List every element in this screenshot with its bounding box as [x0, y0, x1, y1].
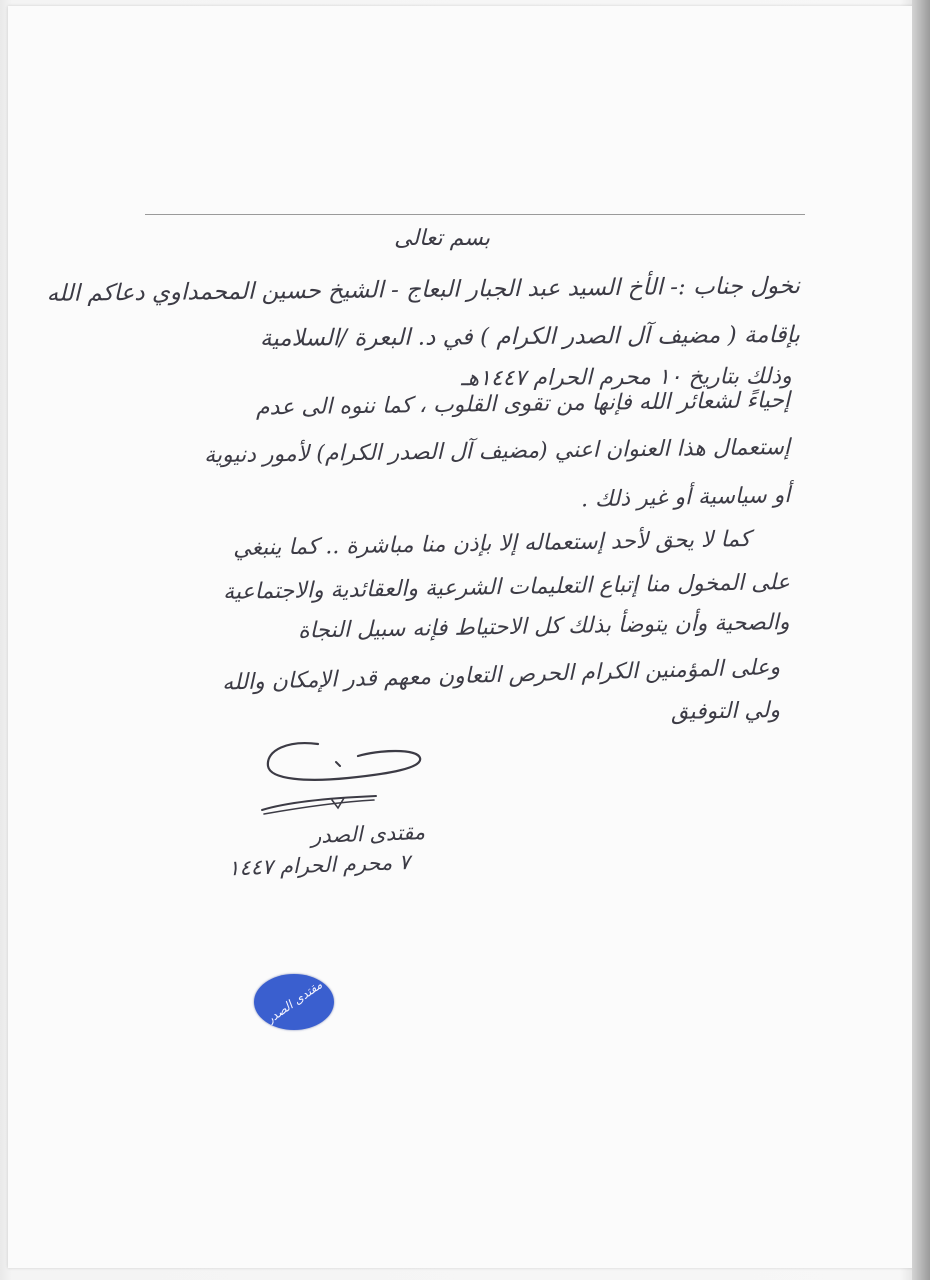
letter-line-6: أو سياسية أو غير ذلك .	[580, 483, 791, 513]
letter-line-4: إحياءً لشعائر الله فإنها من تقوى القلوب ، كما ننوه الى عدم	[255, 388, 791, 421]
letter-line-5: إستعمال هذا العنوان اعني (مضيف آل الصدر الكرام) لأمور دنيوية	[203, 435, 791, 469]
stamp-text: مقتدى الصدر	[263, 977, 325, 1027]
header-rule	[145, 214, 805, 215]
letter-line-10: وعلى المؤمنين الكرام الحرص التعاون معهم قدر الإمكان والله	[221, 655, 781, 696]
letter-heading: بسم تعالى	[394, 226, 490, 251]
photo-edge-shadow	[912, 0, 930, 1280]
letter-line-8: على المخول منا إتباع التعليمات الشرعية والعقائدية والاجتماعية	[223, 570, 791, 605]
letter-line-9: والصحية وأن يتوضأ بذلك كل الاحتياط فإنه سبيل النجاة	[298, 610, 791, 644]
letter-line-2: بإقامة ( مضيف آل الصدر الكرام ) في د. البعرة /السلامية	[259, 322, 801, 352]
official-stamp	[254, 974, 334, 1030]
letter-line-7: كما لا يحق لأحد إستعماله إلا بإذن منا مباشرة .. كما ينبغي	[232, 527, 751, 562]
letter-line-3: وذلك بتاريخ ١٠ محرم الحرام ١٤٤٧هـ	[461, 364, 793, 392]
signature-name: مقتدى الصدر	[310, 820, 426, 848]
letter-line-1: نخول جناب :- الأخ السيد عبد الجبار البعاج - الشيخ حسين المحمداوي دعاكم الله	[46, 273, 801, 307]
signature-date: ٧ محرم الحرام ١٤٤٧	[227, 850, 411, 881]
handwritten-signature	[248, 736, 438, 816]
letter-line-11: ولي التوفيق	[670, 698, 781, 725]
